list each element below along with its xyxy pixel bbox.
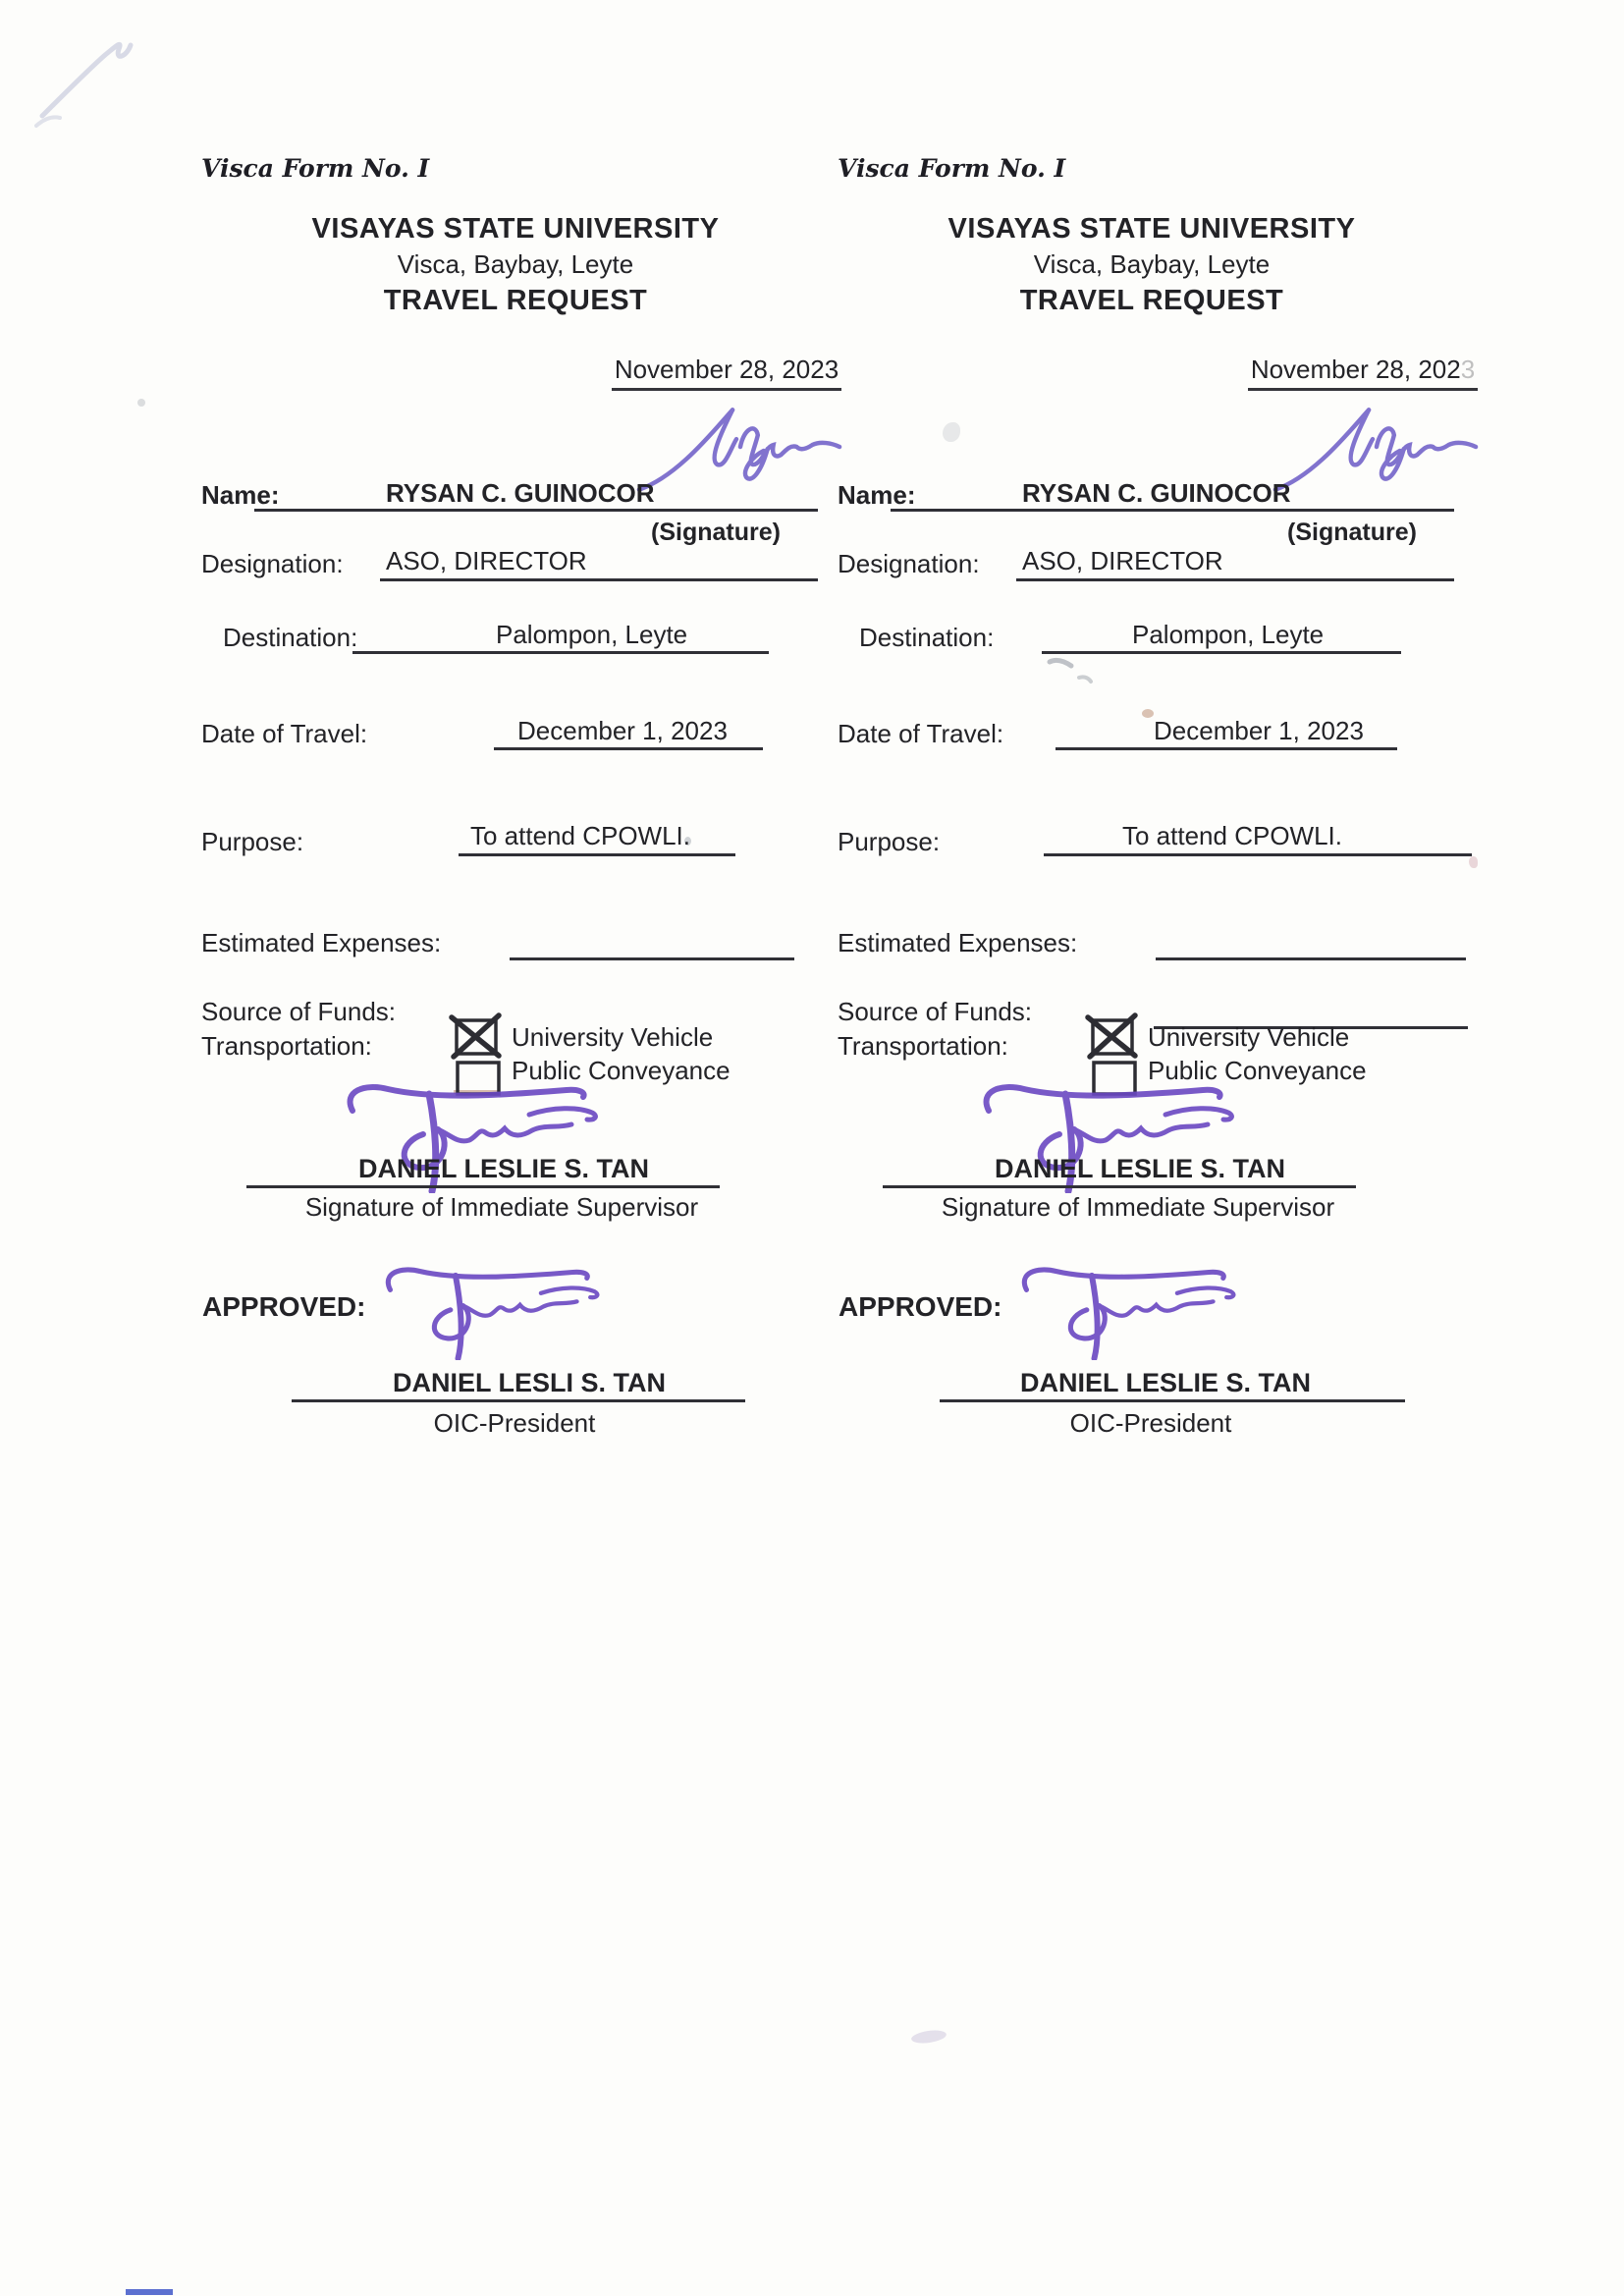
supervisor-caption: Signature of Immediate Supervisor xyxy=(941,1192,1335,1222)
name-underline xyxy=(891,509,1454,512)
date-of-travel-underline xyxy=(494,747,763,750)
form-number: Visca Form No. I xyxy=(838,154,1066,183)
supervisor-name: DANIEL LESLIE S. TAN xyxy=(994,1154,1286,1183)
travel-request-form-copy-2 xyxy=(838,152,1497,1458)
estimated-expenses-blank-line xyxy=(510,957,794,960)
designation-underline xyxy=(1016,578,1454,581)
request-date: November 28, 2023 xyxy=(1248,355,1478,391)
university-address: Visca, Baybay, Leyte xyxy=(1033,249,1271,279)
smudge-artifact xyxy=(137,399,145,407)
purpose-underline xyxy=(1044,853,1472,856)
name-value: RYSAN C. GUINOCOR xyxy=(1022,478,1291,508)
approver-name: DANIEL LESLIE S. TAN xyxy=(1019,1368,1312,1397)
designation-label: Designation: xyxy=(838,549,980,578)
purpose-underline xyxy=(459,853,735,856)
date-of-travel-label: Date of Travel: xyxy=(201,719,368,748)
signature-caption: (Signature) xyxy=(651,519,781,546)
transportation-label: Transportation: xyxy=(201,1031,372,1061)
date-of-travel-label: Date of Travel: xyxy=(838,719,1004,748)
university-vehicle-option-label: University Vehicle xyxy=(1148,1022,1350,1052)
estimated-expenses-label: Estimated Expenses: xyxy=(838,928,1078,957)
blue-edge-mark xyxy=(126,2289,173,2295)
request-date: November 28, 2023 xyxy=(612,355,841,391)
public-conveyance-option-label: Public Conveyance xyxy=(512,1056,731,1085)
date-of-travel-value: December 1, 2023 xyxy=(1154,716,1364,745)
destination-value: Palompon, Leyte xyxy=(1132,620,1325,649)
university-name: VISAYAS STATE UNIVERSITY xyxy=(947,213,1356,245)
destination-underline xyxy=(1042,651,1401,654)
date-of-travel-value: December 1, 2023 xyxy=(517,716,728,745)
designation-value: ASO, DIRECTOR xyxy=(1022,546,1223,575)
estimated-expenses-blank-line xyxy=(1156,957,1466,960)
designation-label: Designation: xyxy=(201,549,344,578)
approver-signature-ink xyxy=(999,1258,1264,1360)
approver-underline xyxy=(292,1399,745,1402)
form-title: TRAVEL REQUEST xyxy=(1019,285,1284,316)
name-underline xyxy=(254,509,818,512)
requester-signature-ink xyxy=(631,404,845,498)
purpose-value: To attend CPOWLI. xyxy=(1122,821,1342,850)
university-address: Visca, Baybay, Leyte xyxy=(397,249,634,279)
designation-value: ASO, DIRECTOR xyxy=(386,546,587,575)
approver-underline xyxy=(940,1399,1405,1402)
checked-checkbox-icon xyxy=(1085,1011,1140,1062)
university-vehicle-option-label: University Vehicle xyxy=(512,1022,714,1052)
form-title: TRAVEL REQUEST xyxy=(383,285,648,316)
designation-underline xyxy=(380,578,818,581)
name-label: Name: xyxy=(838,480,916,510)
supervisor-underline xyxy=(883,1185,1356,1188)
supervisor-name: DANIEL LESLIE S. TAN xyxy=(357,1154,650,1183)
name-label: Name: xyxy=(201,480,280,510)
transportation-label: Transportation: xyxy=(838,1031,1008,1061)
supervisor-caption: Signature of Immediate Supervisor xyxy=(304,1192,699,1222)
approver-name: DANIEL LESLI S. TAN xyxy=(392,1368,666,1397)
approved-label: APPROVED: xyxy=(202,1291,366,1322)
requester-signature-ink xyxy=(1268,404,1482,498)
university-name: VISAYAS STATE UNIVERSITY xyxy=(311,213,720,245)
public-conveyance-option-label: Public Conveyance xyxy=(1148,1056,1367,1085)
travel-request-form-copy-1 xyxy=(201,152,861,1458)
destination-label: Destination: xyxy=(859,623,995,652)
form-number: Visca Form No. I xyxy=(201,154,430,183)
purpose-label: Purpose: xyxy=(201,827,304,856)
form-header xyxy=(172,213,859,317)
destination-label: Destination: xyxy=(223,623,358,652)
approver-signature-ink xyxy=(362,1258,627,1360)
pen-smudge-top-left xyxy=(34,18,162,131)
purpose-value: To attend CPOWLI. xyxy=(470,821,690,850)
clipped-digit: 3 xyxy=(1460,355,1476,384)
checked-checkbox-icon xyxy=(449,1011,504,1062)
estimated-expenses-label: Estimated Expenses: xyxy=(201,928,442,957)
approver-title: OIC-President xyxy=(1069,1408,1232,1438)
approved-label: APPROVED: xyxy=(839,1291,1002,1322)
approver-title: OIC-President xyxy=(433,1408,596,1438)
source-of-funds-label: Source of Funds: xyxy=(838,997,1032,1026)
name-value: RYSAN C. GUINOCOR xyxy=(386,478,655,508)
supervisor-underline xyxy=(246,1185,720,1188)
source-of-funds-label: Source of Funds: xyxy=(201,997,396,1026)
form-header xyxy=(808,213,1495,317)
signature-caption: (Signature) xyxy=(1287,519,1417,546)
destination-underline xyxy=(352,651,769,654)
date-of-travel-underline xyxy=(1056,747,1397,750)
destination-value: Palompon, Leyte xyxy=(496,620,688,649)
ink-smudge-bottom xyxy=(910,2029,947,2046)
purpose-label: Purpose: xyxy=(838,827,941,856)
